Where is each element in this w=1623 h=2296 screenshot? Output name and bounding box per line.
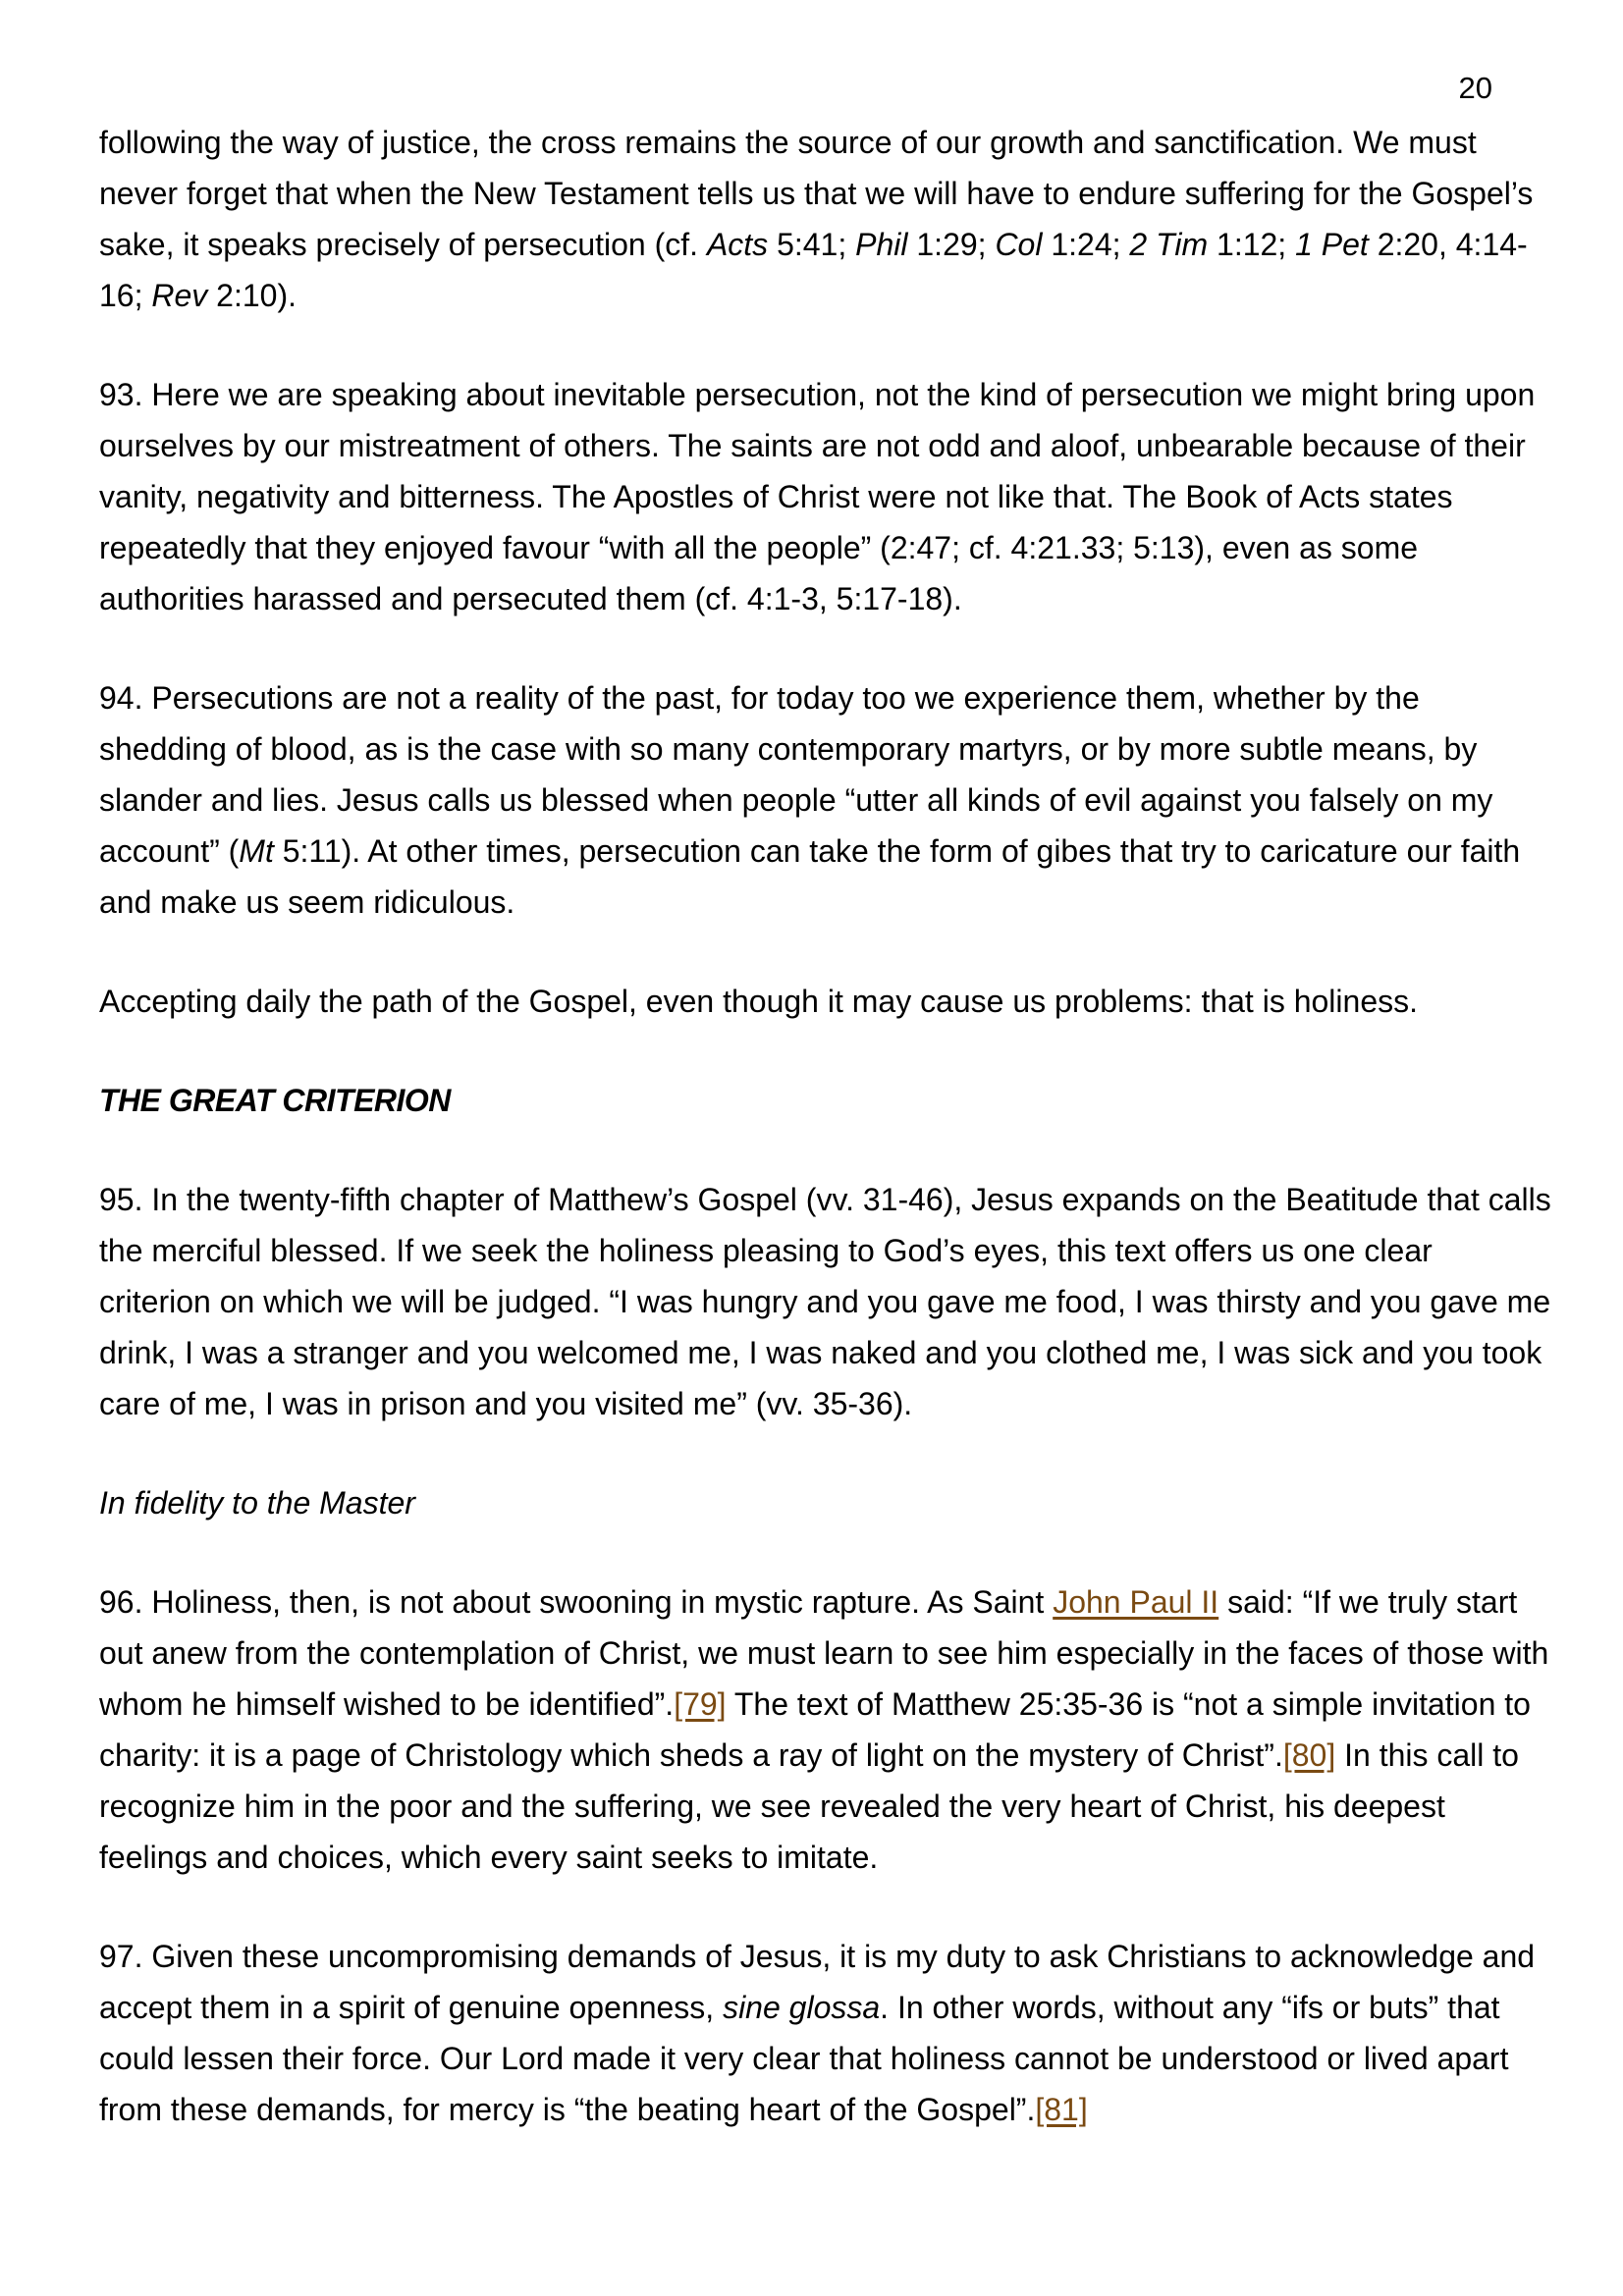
- text-run: 1:24;: [1042, 227, 1130, 262]
- book-reference: Col: [995, 227, 1043, 262]
- text-run: 1:29;: [907, 227, 996, 262]
- book-reference: 1 Pet: [1295, 227, 1369, 262]
- paragraph-95: 95. In the twenty-fifth chapter of Matthew’s Gospel (vv. 31-46), Jesus expands on the Beatitude that calls the merciful blessed. If we seek the holiness pleasing to God’s eyes, this text offers us one clear criterion on which we will be judged. “I was hungry and you gave me food, I was thirsty and you gave me drink, I was a stranger and you welcomed me, I was naked and you clothed me, I was sick and you took care of me, I was in prison and you visited me” (vv. 35-36).: [99, 1182, 1551, 1421]
- paragraph-97: [99, 1931, 1552, 2135]
- book-reference: Rev: [151, 278, 208, 313]
- paragraph-96: [99, 1576, 1552, 1883]
- text-run: following the way of justice, the cross remains the source of our growth and sanctification. We must never forget that when the New Testament tells us that we will have to endure suffering for the Gospel’s sake, it speaks precisely of persecution (cf.: [99, 125, 1534, 262]
- page-number: 20: [1458, 71, 1492, 105]
- text-run: said: “If we truly start out anew from the contemplation of Christ, we must learn to see him especially in the faces of those with whom he himself wished to be identified”.: [99, 1584, 1549, 1722]
- text-run: 2:20, 4:14-16;: [99, 227, 1528, 313]
- book-reference: Acts: [706, 227, 769, 262]
- book-reference: 2 Tim: [1129, 227, 1209, 262]
- text-run: The text of Matthew 25:35-36 is “not a simple invitation to charity: it is a page of Christology which sheds a ray of light on the mystery of Christ”.: [99, 1686, 1531, 1773]
- paragraph-93: 93. Here we are speaking about inevitable persecution, not the kind of persecution we might bring upon ourselves by our mistreatment of others. The saints are not odd and aloof, unbearable because of their vanity, negativity and bitterness. The Apostles of Christ were not like that. The Book of Acts states repeatedly that they enjoyed favour “with all the people” (2:47; cf. 4:21.33; 5:13), even as some authorities harassed and persecuted them (cf. 4:1-3, 5:17-18).: [99, 377, 1536, 616]
- paragraph-continued: [99, 117, 1552, 321]
- document-body: [99, 117, 1552, 2135]
- text-run: . In other words, without any “ifs or buts” that could lessen their force. Our Lord made it very clear that holiness cannot be understood or lived apart from these demands, for mercy is “the beating heart of the Gospel”.: [99, 1990, 1509, 2127]
- text-run: 94. Persecutions are not a reality of the past, for today too we experience them, whether by the shedding of blood, as is the case with so many contemporary martyrs, or by more subtle means, by slander and lies. Jesus calls us blessed when people “utter all kinds of evil against you falsely on my account” (: [99, 680, 1493, 869]
- subheading: In fidelity to the Master: [99, 1485, 415, 1521]
- text-run: 2:10).: [207, 278, 297, 313]
- footnote-79-link[interactable]: [79]: [674, 1686, 727, 1722]
- text-run: 1:12;: [1208, 227, 1296, 262]
- book-reference: Phil: [855, 227, 908, 262]
- latin-phrase: sine glossa: [723, 1990, 881, 2025]
- book-reference: Mt: [239, 833, 274, 869]
- footnote-81-link[interactable]: [81]: [1035, 2092, 1088, 2127]
- text-run: 5:41;: [768, 227, 856, 262]
- text-run: 96. Holiness, then, is not about swooning in mystic rapture. As Saint: [99, 1584, 1054, 1620]
- text-run: 97. Given these uncompromising demands of Jesus, it is my duty to ask Christians to acknowledge and accept them in a spirit of genuine openness,: [99, 1939, 1536, 2025]
- text-run: 5:11). At other times, persecution can take the form of gibes that try to caricature our faith and make us seem ridiculous.: [99, 833, 1521, 920]
- john-paul-ii-link[interactable]: John Paul II: [1053, 1584, 1219, 1620]
- paragraph-accepting: Accepting daily the path of the Gospel, even though it may cause us problems: that is holiness.: [99, 984, 1418, 1019]
- section-title: THE GREAT CRITERION: [99, 1083, 451, 1118]
- text-run: In this call to recognize him in the poor and the suffering, we see revealed the very heart of Christ, his deepest feelings and choices, which every saint seeks to imitate.: [99, 1737, 1519, 1875]
- footnote-80-link[interactable]: [80]: [1282, 1737, 1336, 1773]
- paragraph-94: [99, 672, 1552, 928]
